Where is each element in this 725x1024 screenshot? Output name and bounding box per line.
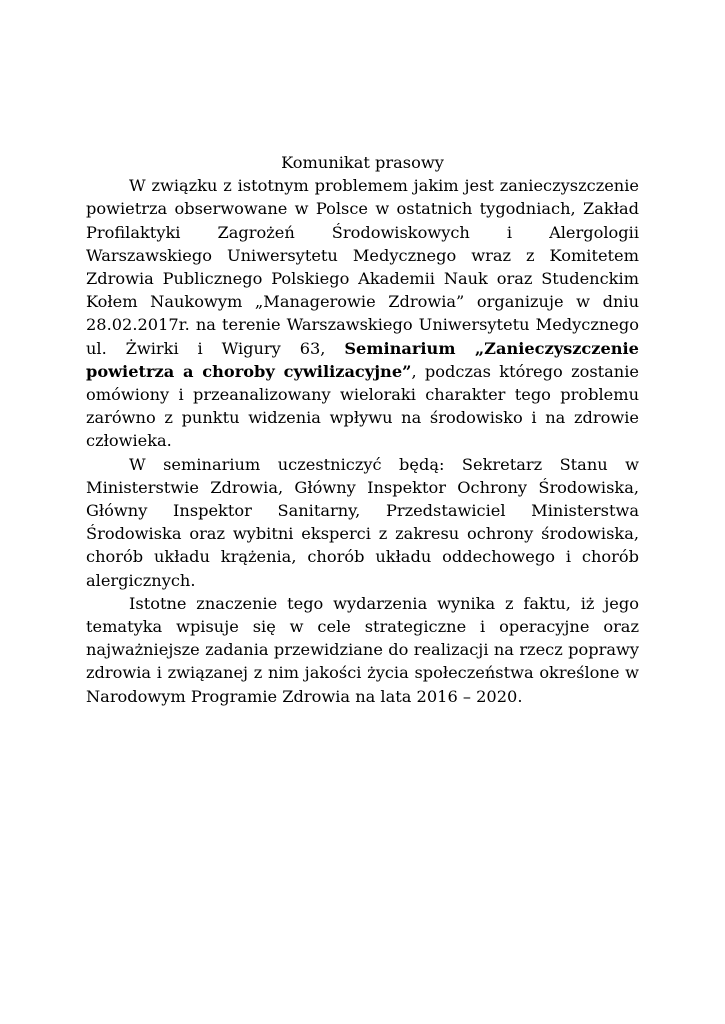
paragraph-significance: Istotne znaczenie tego wydarzenia wynika z faktu, iż jego tematyka wpisuje się w cele strategiczne i operacyjne oraz najważniejsze zadania przewidziane do realizacji na rzecz poprawy zdrowia i związanej z nim jakości życia społeczeństwa określone w Narodowym Programie Zdrowia na lata 2016 – 2020. bbox=[86, 593, 639, 706]
document-page bbox=[86, 151, 639, 708]
paragraph-participants: W seminarium uczestniczyć będą: Sekretarz Stanu w Ministerstwie Zdrowia, Główny Inspektor Ochrony Środowiska, Główny Inspektor Sanitarny, Przedstawiciel Ministerstwa Środowiska oraz wybitni eksperci z zakresu ochrony środowiska, chorób układu krążenia, chorób układu oddechowego i chorób alergicznych. bbox=[86, 454, 639, 590]
paragraph-seminar-announcement bbox=[86, 174, 639, 452]
paragraph-1-text-before: W związku z istotnym problemem jakim jest zanieczyszczenie powietrza obserwowane w Polsce w ostatnich tygodniach, Zakład Profilaktyki Zagrożeń Środowiskowych i Alergologii Warszawskiego Uniwersytetu Medycznego wraz z Komitetem Zdrowia Publicznego Polskiego Akademii Nauk oraz Studenckim Kołem Naukowym „Managerowie Zdrowia” organizuje w dniu 28.02.2017r. na terenie Warszawskiego Uniwersytetu Medycznego ul. Żwirki i Wigury 63, bbox=[86, 176, 639, 358]
paragraph-1-text-after: , podczas którego zostanie omówiony i przeanalizowany wieloraki charakter tego problemu zarówno z punktu widzenia wpływu na środowisko i na zdrowie człowieka. bbox=[86, 361, 639, 451]
document-title: Komunikat prasowy bbox=[281, 153, 444, 172]
seminar-title: Seminarium „Zanieczyszczenie powietrza a choroby cywilizacyjne” bbox=[86, 338, 639, 381]
